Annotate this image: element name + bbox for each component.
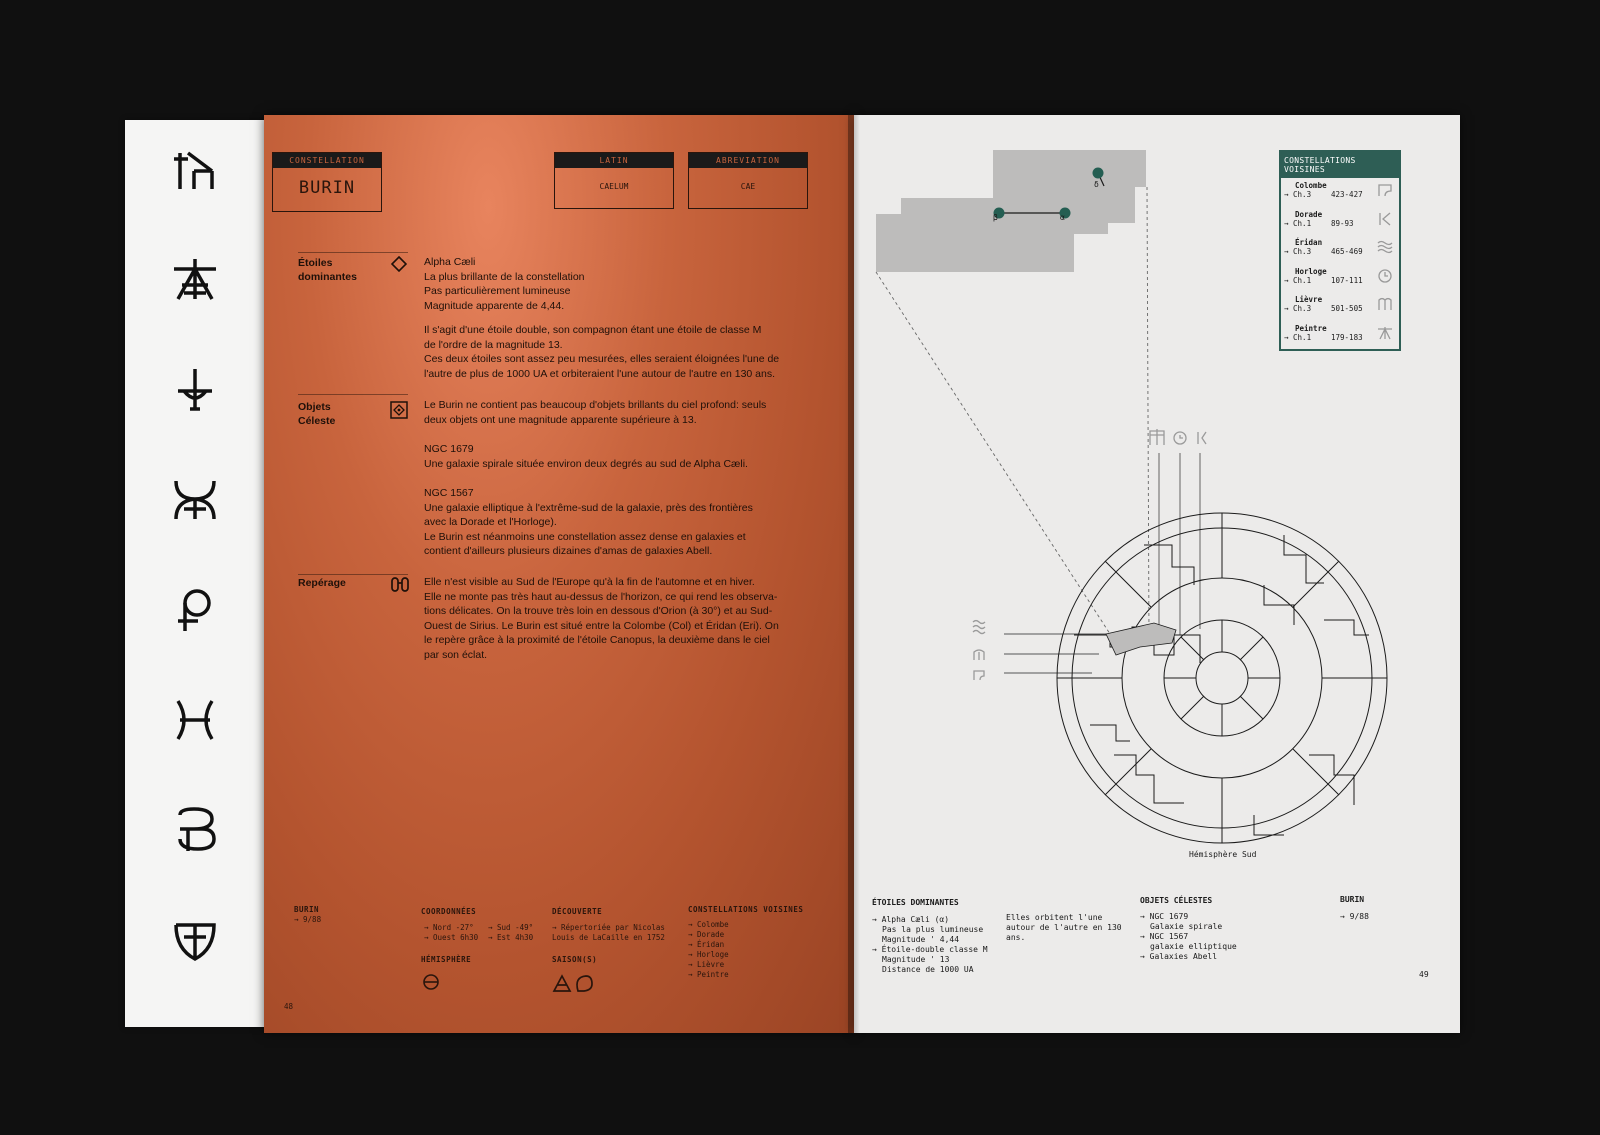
pisces-glyph-icon xyxy=(170,695,220,745)
reperage-text: Elle n'est visible au Sud de l'Europe qu'à la fin de l'automne et en hiver. Elle ne monte pas très haut au-dessus de l'horizon, ce qui rend les observa- tions délicates. On la trouve très loin en dessous d'Orion (à 30°) et au Sud- Ouest de Sirius. Le Burin est situé entre la Colombe (Col) et Éridan (Eri). On le repère grâce à la proximité de l'étoile Canopus, la deuxième dans le ciel par son éclat. xyxy=(424,576,779,661)
page-number-right: 49 xyxy=(1419,970,1429,979)
dorade-icon xyxy=(1377,211,1393,227)
latin-box xyxy=(554,152,674,209)
neighbor-row: Éridan → Ch.3 465-469 xyxy=(1281,235,1399,264)
latin-value: CAELUM xyxy=(599,182,629,191)
neighbor-row: Peintre → Ch.1 179-183 xyxy=(1281,321,1399,350)
objects-intro: Le Burin ne contient pas beaucoup d'objets brillants du ciel profond: seuls deux objets ont une magnitude apparente supérieure à 13. xyxy=(424,399,767,426)
footer-burin: BURIN → 9/88 xyxy=(294,905,322,924)
footer-burin-title: BURIN xyxy=(1340,895,1365,904)
stars-label: Étoiles dominantes xyxy=(298,257,357,283)
ngc1567-item: NGC 1567 Une galaxie elliptique à l'extrême-sud de la galaxie, près des frontières avec la Dorade et l'Horloge). Le Burin est néanmoins une constellation assez dense en galaxies et contient d'ailleurs plusieurs dizaines d'amas de galaxies Abell. xyxy=(424,487,753,557)
abbreviation-label: ABREVIATION xyxy=(689,153,807,168)
lievre-icon xyxy=(1377,296,1393,312)
footer-coordinates: COORDONNÉES xyxy=(421,907,477,916)
footer-orbit-note: Elles orbitent l'une autour de l'autre en 130 ans. xyxy=(1006,913,1122,942)
constellation-highlight-map xyxy=(1106,623,1176,655)
footer-burin-count: → 9/88 xyxy=(1340,912,1369,921)
reperage-label: Repérage xyxy=(298,577,346,589)
ngc1679-item: NGC 1679 Une galaxie spirale située environ deux degrés au sud de Alpha Cæli. xyxy=(424,443,748,470)
star-delta-dot xyxy=(1093,168,1104,179)
stars-paragraph: Il s'agit d'une étoile double, son compagnon étant une étoile de classe M de l'ordre de la magnitude 13. Ces deux étoiles sont assez peu mesurées, elles seraient éloignées l'une de l'autre de plus de 1000 UA et orbiteraient l'une autour de l'autre en 130 ans. xyxy=(424,324,780,380)
footer-coord-nw: → Nord -27° → Ouest 6h30 xyxy=(424,923,479,942)
anchor-glyph-icon xyxy=(170,365,220,415)
abbreviation-value: CAE xyxy=(740,182,756,191)
neighbors-panel xyxy=(1279,150,1401,351)
eridan-icon xyxy=(1377,239,1393,255)
neighbor-row: Lièvre → Ch.3 501-505 xyxy=(1281,292,1399,321)
hemisphere-caption: Hémisphère Sud xyxy=(1189,850,1257,859)
neighbor-row: Dorade → Ch.1 89-93 xyxy=(1281,207,1399,236)
book-gutter xyxy=(848,115,860,1033)
footer-discovery: DÉCOUVERTE → Répertoriée par Nicolas Louis de LaCaille en 1752 xyxy=(552,907,665,942)
target-square-icon xyxy=(390,401,408,419)
star-delta-label: δ xyxy=(1094,180,1099,189)
star-beta-label: β xyxy=(993,213,998,222)
footer-hemisphere: HÉMISPHÈRE xyxy=(421,955,472,964)
horns-glyph-icon xyxy=(170,475,220,525)
shield-glyph-icon xyxy=(170,915,220,965)
index-tab-strip xyxy=(125,120,267,1027)
horloge-icon xyxy=(1377,268,1393,284)
latin-label: LATIN xyxy=(555,153,673,168)
colombe-icon xyxy=(1377,182,1393,198)
footer-neighbors: CONSTELLATIONS VOISINES → Colombe → Dorade → Éridan → Horloge → Lièvre → Peintre xyxy=(688,905,804,979)
beta-glyph-icon xyxy=(170,805,220,855)
footer-season: SAISON(S) xyxy=(552,955,598,964)
constellation-area-zoom xyxy=(876,150,1146,272)
binoculars-icon xyxy=(390,575,410,593)
footer-objects-list: → NGC 1679 Galaxie spirale → NGC 1567 galaxie elliptique → Galaxies Abell xyxy=(1140,912,1237,961)
page-number-left: 48 xyxy=(284,1002,294,1011)
neighbors-title: CONSTELLATIONS VOISINES xyxy=(1281,152,1399,178)
star-alpha-label: α xyxy=(1060,213,1065,222)
hemisphere-icon xyxy=(422,973,440,991)
objects-label: Objets Céleste xyxy=(298,401,336,427)
peintre-icon xyxy=(1377,325,1393,341)
constellation-label: CONSTELLATION xyxy=(273,153,381,168)
footer-coord-se: → Sud -49° → Est 4h30 xyxy=(488,923,534,942)
footer-objects-title: OBJETS CÉLESTES xyxy=(1140,896,1213,905)
abbreviation-box xyxy=(688,152,808,209)
constellation-name: BURIN xyxy=(298,178,356,198)
footer-stars-title: ÉTOILES DOMINANTES xyxy=(872,898,959,907)
neighbor-row: Colombe → Ch.3 423-427 xyxy=(1281,178,1399,207)
constellation-box xyxy=(272,152,382,212)
easel-glyph-icon xyxy=(170,255,220,305)
footer-stars-list: → Alpha Cæli (α) Pas la plus lumineuse Magnitude ' 4,44 → Étoile-double classe M Magnitude ' 13 Distance de 1000 UA xyxy=(872,915,988,974)
right-page xyxy=(854,115,1460,1033)
constellation-glyph-icon xyxy=(170,145,220,195)
season-icons xyxy=(552,973,594,993)
rho-glyph-icon xyxy=(170,585,220,635)
left-page xyxy=(264,115,854,1033)
neighbor-row: Horloge → Ch.1 107-111 xyxy=(1281,264,1399,293)
diamond-icon xyxy=(391,256,407,272)
stars-intro: Alpha Cæli La plus brillante de la constellation Pas particulièrement lumineuse Magnitude apparente de 4,44. xyxy=(424,256,585,312)
